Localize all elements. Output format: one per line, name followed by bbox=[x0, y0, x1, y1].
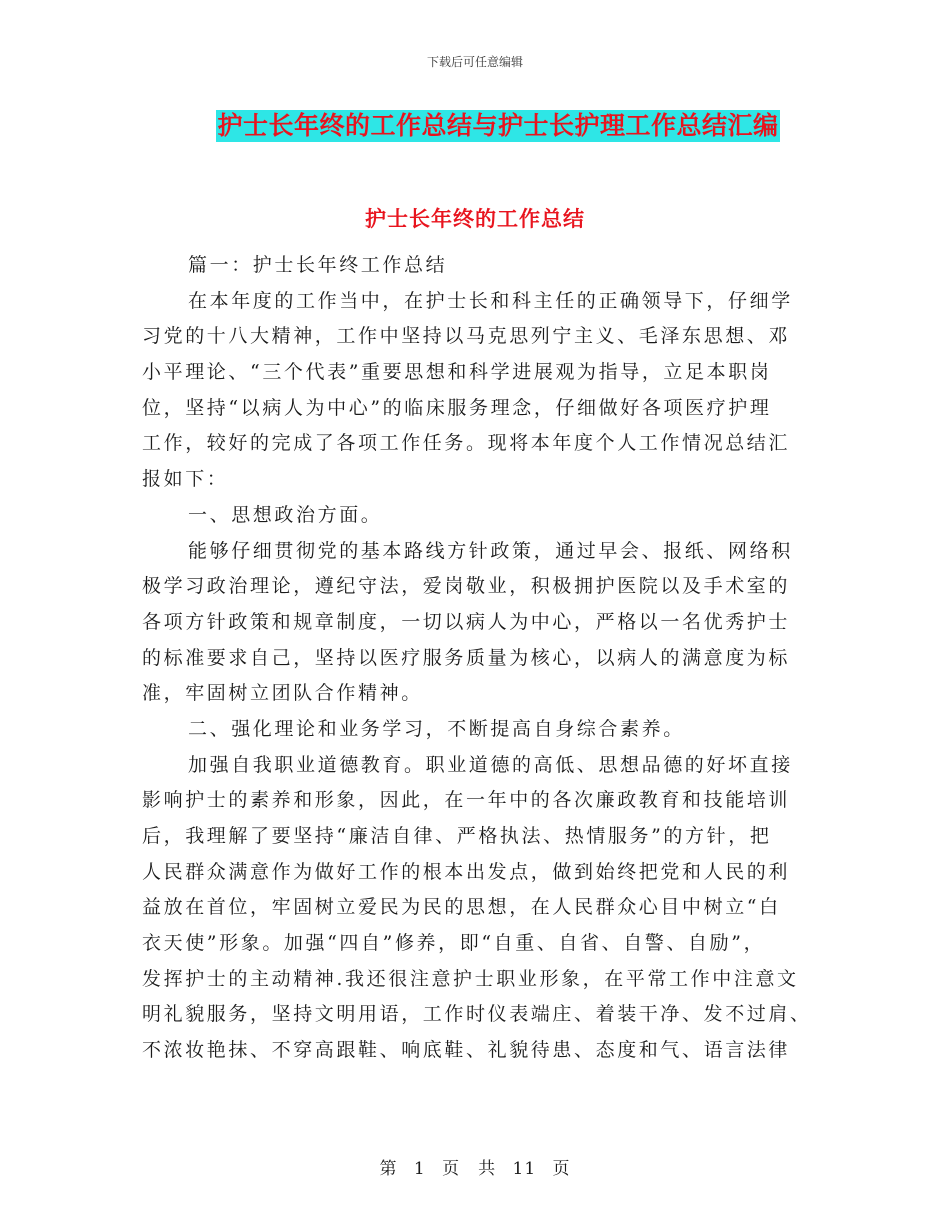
footer-suffix: 页 bbox=[552, 1159, 571, 1179]
text-line: 人民群众满意作为做好工作的根本出发点，做到始终把党和人民的利 bbox=[142, 860, 791, 883]
text-line: 后，我理解了要坚持“廉洁自律、严格执法、热情服务”的方针，把 bbox=[142, 825, 772, 847]
text-line: 在本年度的工作当中，在护士长和科主任的正确领导下，仔细学 bbox=[188, 289, 793, 312]
text-line: 各项方针政策和规章制度，一切以病人为中心，严格以一名优秀护士 bbox=[142, 610, 791, 633]
text-line: 能够仔细贯彻党的基本路线方针政策，通过早会、报纸、网络积 bbox=[188, 539, 793, 562]
text-line: 准，牢固树立团队合作精神。 bbox=[142, 682, 423, 705]
main-title: 护士长年终的工作总结与护士长护理工作总结汇编 bbox=[217, 111, 779, 140]
footer-prefix: 第 bbox=[379, 1159, 398, 1179]
footer-total-pages: 11 bbox=[512, 1159, 537, 1179]
text-line: 小平理论、“三个代表”重要思想和科学进展观为指导，立足本职岗 bbox=[142, 361, 772, 384]
section-title: 护士长年终的工作总结 bbox=[365, 206, 585, 231]
header-note: 下载后可任意编辑 bbox=[426, 55, 523, 69]
footer-middle: 页 共 bbox=[442, 1159, 497, 1179]
text-line: 发挥护士的主动精神.我还很注意护士职业形象，在平常工作中注意文 bbox=[142, 967, 799, 990]
text-line: 位，坚持“以病人为中心”的临床服务理念，仔细做好各项医疗护理 bbox=[142, 396, 772, 419]
text-line: 明礼貌服务，坚持文明用语，工作时仪表端庄、着装干净、发不过肩、 bbox=[142, 1003, 812, 1026]
text-line: 加强自我职业道德教育。职业道德的高低、思想品德的好坏直接 bbox=[188, 753, 793, 776]
text-line: 极学习政治理论，遵纪守法，爱岗敬业，积极拥护医院以及手术室的 bbox=[142, 575, 791, 598]
text-line: 不浓妆艳抹、不穿高跟鞋、响底鞋、礼貌待患、态度和气、语言法律 bbox=[142, 1039, 791, 1062]
text-line: 工作，较好的完成了各项工作任务。现将本年度个人工作情况总结汇 bbox=[142, 432, 791, 455]
page-footer bbox=[0, 1154, 950, 1179]
text-line: 益放在首位，牢固树立爱民为民的思想，在人民群众心目中树立“白 bbox=[142, 896, 781, 919]
document-body bbox=[142, 248, 812, 1069]
main-title-container bbox=[0, 110, 950, 142]
footer-page-number: 1 bbox=[413, 1159, 426, 1179]
text-line: 报如下： bbox=[142, 468, 229, 491]
text-line: 二、强化理论和业务学习，不断提高自身综合素养。 bbox=[188, 717, 685, 740]
text-line: 影响护士的素养和形象，因此，在一年中的各次廉政教育和技能培训 bbox=[142, 789, 791, 812]
text-line: 篇一：护士长年终工作总结 bbox=[188, 254, 448, 276]
text-line: 习党的十八大精神，工作中坚持以马克思列宁主义、毛泽东思想、邓 bbox=[142, 325, 791, 348]
text-line: 衣天使”形象。加强“四自”修养，即“自重、自省、自警、自励”， bbox=[142, 932, 766, 955]
text-line: 的标准要求自己，坚持以医疗服务质量为核心，以病人的满意度为标 bbox=[142, 646, 791, 669]
text-line: 一、思想政治方面。 bbox=[188, 503, 383, 526]
